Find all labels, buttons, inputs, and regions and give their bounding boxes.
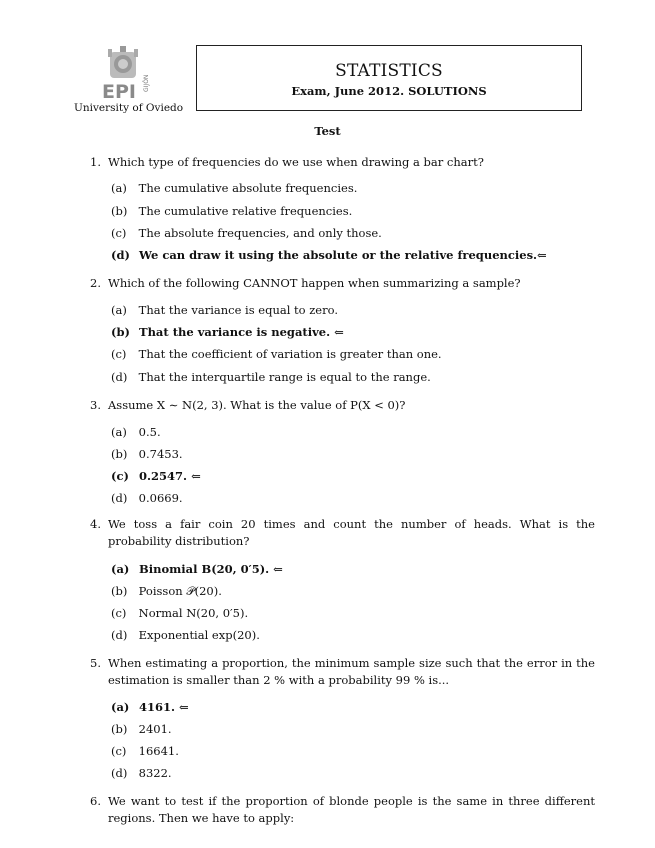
option-2b-correct — [111, 325, 344, 339]
option-text: Normal N(20, 0′5). — [138, 606, 249, 620]
question-4 — [90, 516, 595, 550]
option-4a-correct — [111, 562, 283, 576]
option-1d-correct — [111, 248, 547, 262]
question-number: 1. — [90, 155, 101, 169]
option-label: (c) — [111, 347, 127, 361]
question-text: When estimating a proportion, the minimum sample size such that the error in the estimation is smaller than 2 % with a probability 99 % is... — [108, 656, 595, 687]
option-label: (d) — [111, 628, 128, 642]
logo-side-text: GIJÓN — [143, 74, 150, 92]
option-label: (d) — [111, 491, 128, 505]
section-title: Test — [314, 124, 341, 138]
option-label: (a) — [111, 303, 127, 317]
option-label: (a) — [111, 700, 130, 714]
option-5b — [111, 722, 172, 736]
question-number: 6. — [90, 794, 101, 808]
correct-answer-arrow-icon: ⇐ — [273, 562, 283, 576]
option-text: 8322. — [138, 766, 172, 780]
question-text: We toss a fair coin 20 times and count the number of heads. What is the probability distribution? — [108, 517, 595, 548]
correct-answer-arrow-icon: ⇐ — [179, 700, 189, 714]
question-number: 4. — [90, 517, 101, 531]
option-text: That the variance is negative. — [139, 325, 331, 339]
question-text: Assume X ∼ N(2, 3). What is the value of P(X < 0)? — [108, 398, 406, 412]
option-text: The absolute frequencies, and only those. — [138, 226, 382, 240]
option-label: (b) — [111, 204, 128, 218]
option-3c-correct — [111, 469, 201, 483]
question-5 — [90, 655, 595, 689]
option-text: That the coefficient of variation is greater than one. — [138, 347, 442, 361]
option-5d — [111, 766, 172, 780]
option-text: We can draw it using the absolute or the relative frequencies. — [139, 248, 538, 262]
question-text: We want to test if the proportion of blonde people is the same in three different regions. Then we have to apply: — [108, 794, 595, 825]
option-label: (b) — [111, 447, 128, 461]
question-number: 3. — [90, 398, 101, 412]
exam-subtitle: Exam, June 2012. SOLUTIONS — [291, 84, 487, 98]
option-1a — [111, 181, 357, 195]
question-text: Which type of frequencies do we use when drawing a bar chart? — [108, 155, 484, 169]
option-label: (b) — [111, 325, 130, 339]
option-label: (a) — [111, 425, 127, 439]
option-label: (b) — [111, 584, 128, 598]
option-4c — [111, 606, 248, 620]
option-text: 0.5. — [138, 425, 161, 439]
option-label: (d) — [111, 766, 128, 780]
title-box — [196, 45, 582, 111]
option-label: (c) — [111, 744, 127, 758]
option-label: (a) — [111, 562, 130, 576]
option-5c — [111, 744, 179, 758]
option-3b — [111, 447, 183, 461]
option-text: 0.7453. — [138, 447, 183, 461]
question-1 — [90, 154, 595, 171]
option-text: 0.0669. — [138, 491, 183, 505]
option-1b — [111, 204, 352, 218]
option-5a-correct — [111, 700, 189, 714]
question-text: Which of the following CANNOT happen when summarizing a sample? — [108, 276, 521, 290]
option-label: (a) — [111, 181, 127, 195]
option-2d — [111, 370, 431, 384]
option-label: (c) — [111, 469, 129, 483]
option-2a — [111, 303, 338, 317]
exam-title: STATISTICS — [335, 61, 443, 81]
option-label: (c) — [111, 606, 127, 620]
correct-answer-arrow-icon: ⇐ — [334, 325, 344, 339]
option-text: 16641. — [138, 744, 179, 758]
correct-answer-arrow-icon: ⇐ — [537, 248, 547, 262]
question-number: 5. — [90, 656, 101, 670]
option-text: Exponential exp(20). — [138, 628, 260, 642]
option-text: The cumulative absolute frequencies. — [138, 181, 358, 195]
option-text: That the variance is equal to zero. — [138, 303, 338, 317]
option-text: That the interquartile range is equal to the range. — [138, 370, 431, 384]
option-3d — [111, 491, 183, 505]
option-1c — [111, 226, 382, 240]
question-2 — [90, 275, 595, 292]
university-name: University of Oviedo — [74, 102, 184, 114]
question-6 — [90, 793, 595, 827]
option-label: (c) — [111, 226, 127, 240]
option-text: 2401. — [138, 722, 172, 736]
option-2c — [111, 347, 442, 361]
option-text: 4161. — [139, 700, 176, 714]
university-logo — [96, 44, 156, 100]
question-number: 2. — [90, 276, 101, 290]
option-text: Binomial B(20, 0′5). — [139, 562, 270, 576]
option-text: The cumulative relative frequencies. — [138, 204, 353, 218]
correct-answer-arrow-icon: ⇐ — [191, 469, 201, 483]
option-4d — [111, 628, 260, 642]
logo-mark: EPI — [102, 81, 136, 100]
option-label: (b) — [111, 722, 128, 736]
option-label: (d) — [111, 370, 128, 384]
option-4b — [111, 584, 222, 599]
question-3 — [90, 397, 595, 414]
option-3a — [111, 425, 161, 439]
option-label: (d) — [111, 248, 130, 262]
option-text: 0.2547. — [139, 469, 188, 483]
option-text: Poisson 𝒫(20). — [138, 584, 222, 598]
